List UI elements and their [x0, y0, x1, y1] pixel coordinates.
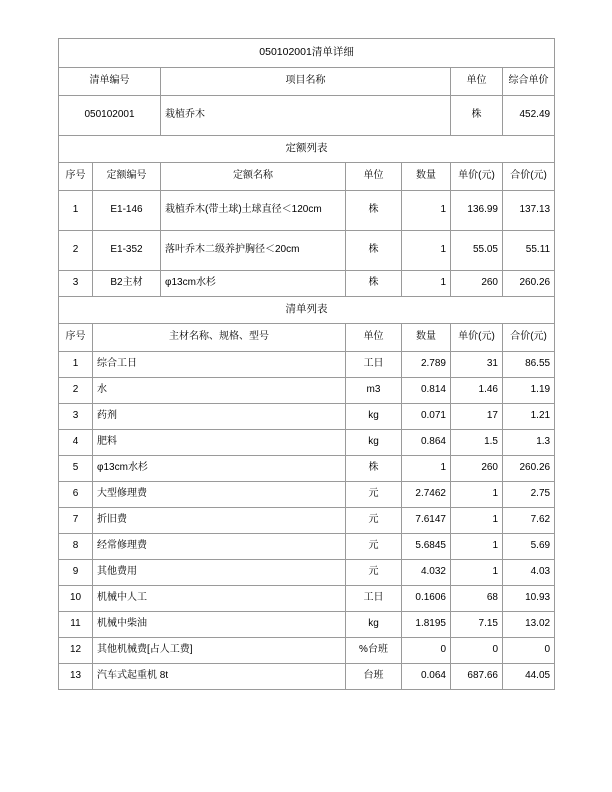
list-unit: 元: [346, 560, 402, 586]
quota-unit-price: 136.99: [451, 191, 503, 231]
list-unit: 台班: [346, 664, 402, 690]
list-unit-price: 687.66: [451, 664, 503, 690]
detail-table: [58, 38, 555, 690]
quota-header-no: 序号: [59, 163, 93, 191]
list-unit: 工日: [346, 586, 402, 612]
quota-qty: 1: [402, 191, 451, 231]
list-unit: m3: [346, 378, 402, 404]
quota-name: φ13cm水杉: [161, 271, 346, 297]
list-name: 肥料: [93, 430, 346, 456]
list-total: 1.21: [503, 404, 555, 430]
list-no: 12: [59, 638, 93, 664]
table-row: [59, 271, 555, 297]
quota-header-row: [59, 163, 555, 191]
quota-total: 137.13: [503, 191, 555, 231]
quota-unit: 株: [346, 271, 402, 297]
quota-unit: 株: [346, 191, 402, 231]
list-name: 折旧费: [93, 508, 346, 534]
list-total: 2.75: [503, 482, 555, 508]
list-item: [59, 352, 555, 378]
quota-header-qty: 数量: [402, 163, 451, 191]
list-unit-price: 0: [451, 638, 503, 664]
list-item: [59, 404, 555, 430]
list-total: 7.62: [503, 508, 555, 534]
summary-header-code: 清单编号: [59, 68, 161, 96]
list-qty: 4.032: [402, 560, 451, 586]
list-no: 1: [59, 352, 93, 378]
list-item: [59, 378, 555, 404]
list-name: 药剂: [93, 404, 346, 430]
quota-qty: 1: [402, 271, 451, 297]
list-unit: kg: [346, 404, 402, 430]
list-unit: 工日: [346, 352, 402, 378]
list-name: 综合工日: [93, 352, 346, 378]
quota-total: 55.11: [503, 231, 555, 271]
list-item: [59, 612, 555, 638]
list-qty: 5.6845: [402, 534, 451, 560]
quota-unit: 株: [346, 231, 402, 271]
list-total: 86.55: [503, 352, 555, 378]
list-no: 8: [59, 534, 93, 560]
list-qty: 1.8195: [402, 612, 451, 638]
list-qty: 7.6147: [402, 508, 451, 534]
list-unit: 元: [346, 482, 402, 508]
table-row: [59, 231, 555, 271]
quota-code: E1-146: [93, 191, 161, 231]
list-total: 10.93: [503, 586, 555, 612]
list-total: 1.19: [503, 378, 555, 404]
list-unit: kg: [346, 612, 402, 638]
summary-header-row: [59, 68, 555, 96]
list-total: 1.3: [503, 430, 555, 456]
quota-header-unit: 单位: [346, 163, 402, 191]
summary-price: 452.49: [503, 96, 555, 136]
summary-header-unit: 单位: [451, 68, 503, 96]
list-no: 4: [59, 430, 93, 456]
list-total: 4.03: [503, 560, 555, 586]
quota-header-name: 定额名称: [161, 163, 346, 191]
list-section-title: 清单列表: [59, 297, 555, 324]
list-name: 机械中柴油: [93, 612, 346, 638]
quota-total: 260.26: [503, 271, 555, 297]
list-item: [59, 664, 555, 690]
list-unit-price: 1: [451, 534, 503, 560]
summary-code: 050102001: [59, 96, 161, 136]
quota-section-title-row: [59, 136, 555, 163]
summary-data-row: [59, 96, 555, 136]
list-unit: %台班: [346, 638, 402, 664]
list-unit: 株: [346, 456, 402, 482]
quota-header-code: 定额编号: [93, 163, 161, 191]
quota-code: B2主材: [93, 271, 161, 297]
list-qty: 2.7462: [402, 482, 451, 508]
list-unit-price: 7.15: [451, 612, 503, 638]
list-total: 5.69: [503, 534, 555, 560]
list-no: 7: [59, 508, 93, 534]
summary-name: 栽植乔木: [161, 96, 451, 136]
list-header-row: [59, 324, 555, 352]
list-qty: 0.1606: [402, 586, 451, 612]
list-no: 13: [59, 664, 93, 690]
list-unit-price: 260: [451, 456, 503, 482]
list-header-unit-price: 单价(元): [451, 324, 503, 352]
quota-name: 落叶乔木二级养护胸径＜20cm: [161, 231, 346, 271]
list-name: 大型修理费: [93, 482, 346, 508]
document-title-row: [59, 39, 555, 68]
list-total: 260.26: [503, 456, 555, 482]
list-qty: 0: [402, 638, 451, 664]
list-no: 6: [59, 482, 93, 508]
list-unit: 元: [346, 534, 402, 560]
list-qty: 0.864: [402, 430, 451, 456]
quota-no: 3: [59, 271, 93, 297]
list-no: 9: [59, 560, 93, 586]
list-no: 11: [59, 612, 93, 638]
summary-unit: 株: [451, 96, 503, 136]
detail-document: [58, 38, 554, 690]
list-qty: 2.789: [402, 352, 451, 378]
list-unit: kg: [346, 430, 402, 456]
list-no: 5: [59, 456, 93, 482]
list-total: 13.02: [503, 612, 555, 638]
quota-code: E1-352: [93, 231, 161, 271]
list-item: [59, 508, 555, 534]
list-unit-price: 1: [451, 560, 503, 586]
list-item: [59, 482, 555, 508]
quota-name: 栽植乔木(带土球)土球直径＜120cm: [161, 191, 346, 231]
list-header-name: 主材名称、规格、型号: [93, 324, 346, 352]
quota-no: 2: [59, 231, 93, 271]
list-unit-price: 17: [451, 404, 503, 430]
list-unit-price: 1.5: [451, 430, 503, 456]
list-no: 3: [59, 404, 93, 430]
list-item: [59, 586, 555, 612]
list-header-total: 合价(元): [503, 324, 555, 352]
quota-qty: 1: [402, 231, 451, 271]
list-item: [59, 534, 555, 560]
list-qty: 0.814: [402, 378, 451, 404]
quota-section-title: 定额列表: [59, 136, 555, 163]
list-name: 其他机械费[占人工费]: [93, 638, 346, 664]
list-unit-price: 1: [451, 482, 503, 508]
list-qty: 0.071: [402, 404, 451, 430]
list-name: 其他费用: [93, 560, 346, 586]
table-row: [59, 191, 555, 231]
list-unit-price: 1: [451, 508, 503, 534]
list-unit: 元: [346, 508, 402, 534]
quota-header-total: 合价(元): [503, 163, 555, 191]
quota-no: 1: [59, 191, 93, 231]
list-section-title-row: [59, 297, 555, 324]
summary-header-name: 项目名称: [161, 68, 451, 96]
list-no: 2: [59, 378, 93, 404]
list-header-unit: 单位: [346, 324, 402, 352]
list-total: 44.05: [503, 664, 555, 690]
list-item: [59, 560, 555, 586]
list-total: 0: [503, 638, 555, 664]
list-unit-price: 68: [451, 586, 503, 612]
list-qty: 0.064: [402, 664, 451, 690]
list-unit-price: 31: [451, 352, 503, 378]
list-no: 10: [59, 586, 93, 612]
list-item: [59, 456, 555, 482]
list-name: 汽车式起重机 8t: [93, 664, 346, 690]
list-name: 机械中人工: [93, 586, 346, 612]
quota-unit-price: 260: [451, 271, 503, 297]
summary-header-price: 综合单价: [503, 68, 555, 96]
quota-unit-price: 55.05: [451, 231, 503, 271]
page-title: 050102001清单详细: [59, 39, 555, 68]
list-qty: 1: [402, 456, 451, 482]
quota-header-unit-price: 单价(元): [451, 163, 503, 191]
list-name: φ13cm水杉: [93, 456, 346, 482]
list-header-no: 序号: [59, 324, 93, 352]
list-name: 水: [93, 378, 346, 404]
list-name: 经常修理费: [93, 534, 346, 560]
list-unit-price: 1.46: [451, 378, 503, 404]
list-item: [59, 638, 555, 664]
list-header-qty: 数量: [402, 324, 451, 352]
list-item: [59, 430, 555, 456]
